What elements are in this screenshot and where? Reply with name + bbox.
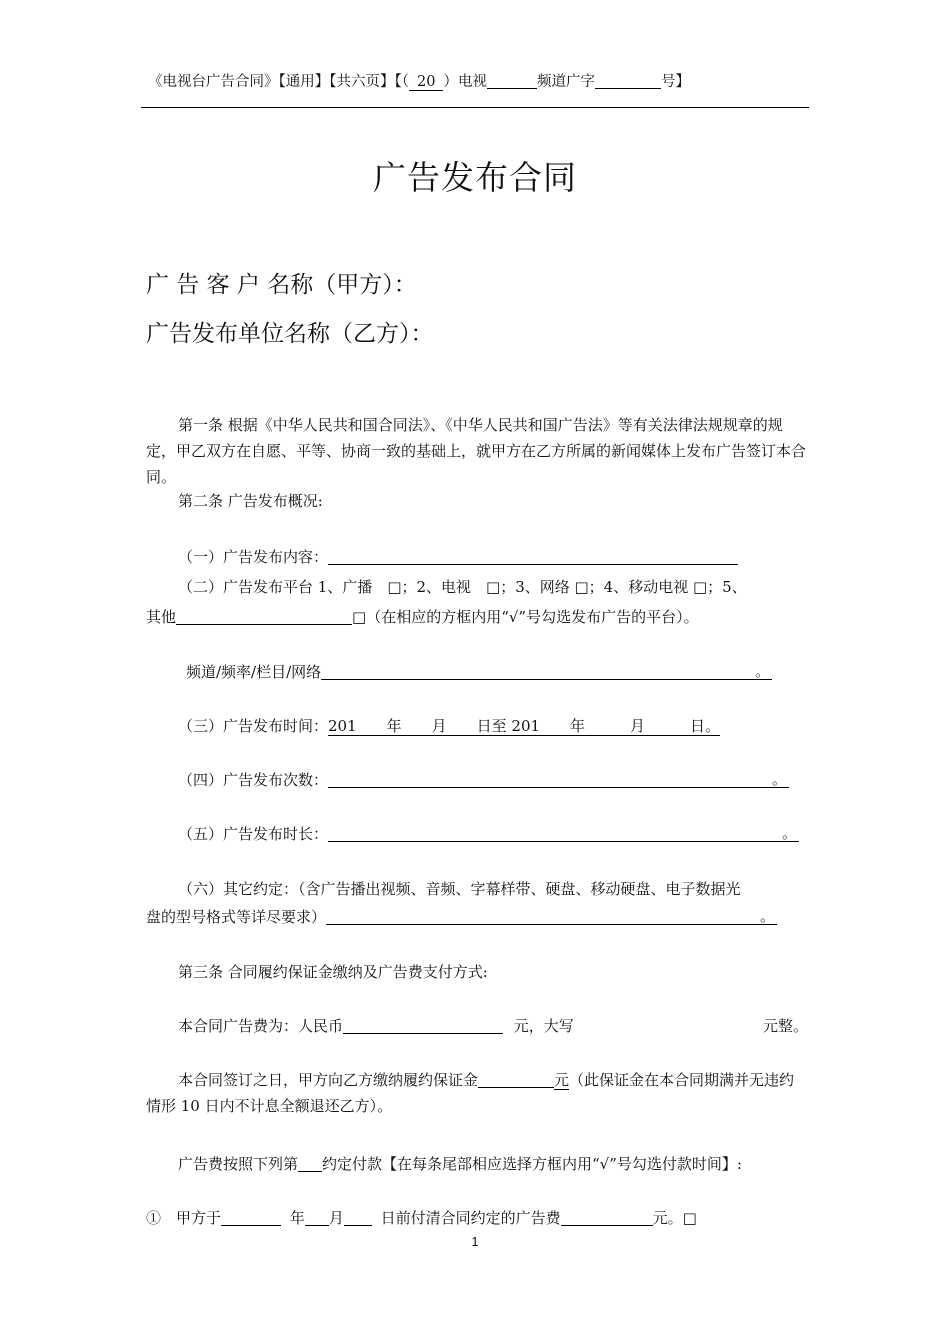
option-1-label: ① 甲方于	[146, 1209, 222, 1227]
header-rule	[141, 107, 809, 108]
other-terms-blank	[326, 909, 777, 925]
fee-line	[146, 1013, 808, 1039]
item-2-line-2	[146, 604, 808, 630]
other-platform-blank	[176, 609, 352, 625]
item-3	[146, 713, 808, 739]
times-blank	[328, 772, 789, 788]
fee-amount-blank	[343, 1018, 503, 1034]
channel-line-blank	[321, 664, 772, 680]
channel-blank	[487, 74, 537, 90]
item-2-other-label: 其他	[146, 608, 177, 626]
option-1-end: 元。□	[652, 1209, 697, 1227]
item-6-line-2	[146, 904, 808, 930]
deposit-paragraph	[146, 1067, 808, 1119]
document-title: 广告发布合同	[373, 158, 577, 197]
item-4	[146, 767, 808, 793]
item-3-dates: 201 年 月 日至 201 年 月 日。	[328, 717, 721, 735]
header-text-4: 号】	[660, 74, 690, 90]
duration-blank	[328, 826, 799, 842]
party-b-label: 广告发布单位名称（乙方）：	[146, 321, 434, 347]
item-1-label: （一）广告发布内容：	[178, 548, 329, 566]
article-1: 第一条 根据《中华人民共和国合同法》、《中华人民共和国广告法》等有关法律法规规章的规定，甲乙双方在自愿、平等、协商一致的基础上，就甲方在乙方所属的新闻媒体上发布广告签订本合同。	[146, 416, 807, 486]
option-1-month-blank	[305, 1210, 329, 1226]
header-text-3: 频道广字	[536, 74, 595, 90]
fee-label: 本合同广告费为：人民币	[178, 1017, 344, 1035]
period-mark: 。	[760, 907, 776, 925]
option-1-amount-blank	[561, 1210, 653, 1226]
item-6-label: 盘的型号格式等详尽要求）	[146, 908, 327, 926]
payment-method-line	[146, 1151, 808, 1177]
period-mark: 。	[782, 824, 798, 842]
content-blank	[328, 549, 738, 565]
party-a-label: 广 告 客 户 名称（甲方）：	[146, 272, 417, 298]
item-2-line-1: （二）广告发布平台 1、广播 □；2、电视 □；3、网络 □；4、移动电视 □；5、	[178, 578, 747, 596]
header-year: 20	[409, 74, 443, 91]
page-header	[148, 70, 690, 91]
channel-label: 频道/频率/栏目/网络	[186, 663, 322, 681]
item-1	[146, 544, 808, 570]
article-2-title: 第二条 广告发布概况:	[178, 492, 323, 510]
option-1-text: 日前付清合同约定的广告费	[380, 1209, 561, 1227]
page-number: 1	[471, 1234, 479, 1249]
period-mark: 。	[755, 662, 771, 680]
payment-option-blank	[298, 1156, 322, 1172]
fee-uppercase-label: 元，大写	[513, 1017, 574, 1035]
item-5-label: （五）广告发布时长：	[178, 825, 329, 843]
deposit-unit: 元	[554, 1071, 570, 1089]
option-1-year-blank	[221, 1210, 281, 1226]
item-4-label: （四）广告发布次数：	[178, 771, 329, 789]
deposit-note: （此保证金在本合同期满并无违约情形 10 日内不计息全额退还乙方）。	[146, 1071, 795, 1115]
option-1-day-blank	[344, 1210, 372, 1226]
header-text-2: ）电视	[443, 74, 487, 90]
number-blank	[595, 74, 661, 90]
item-6-line-1: （六）其它约定：（含广告播出视频、音频、字幕样带、硬盘、移动硬盘、电子数据光	[178, 880, 741, 898]
option-1-month-label: 月	[328, 1209, 344, 1227]
header-text-1: 《电视台广告合同》【通用】【共六页】【（	[148, 74, 409, 90]
item-3-label: （三）广告发布时间：	[178, 717, 329, 735]
deposit-blank	[478, 1072, 554, 1088]
item-2-note: □（在相应的方框内用“√”号勾选发布广告的平台）。	[352, 608, 699, 626]
item-5	[146, 821, 808, 847]
fee-end-label: 元整。	[762, 1017, 808, 1035]
article-3-title: 第三条 合同履约保证金缴纳及广告费支付方式:	[178, 963, 488, 981]
channel-line	[186, 659, 797, 685]
deposit-label: 本合同签订之日，甲方向乙方缴纳履约保证金	[178, 1071, 479, 1089]
option-1-year-label: 年	[289, 1209, 305, 1227]
payment-instruction: 约定付款【在每条尾部相应选择方框内用“√”号勾选付款时间】:	[322, 1155, 742, 1173]
payment-label: 广告费按照下列第	[178, 1155, 299, 1173]
period-mark: 。	[772, 770, 788, 788]
payment-option-1	[146, 1205, 808, 1231]
